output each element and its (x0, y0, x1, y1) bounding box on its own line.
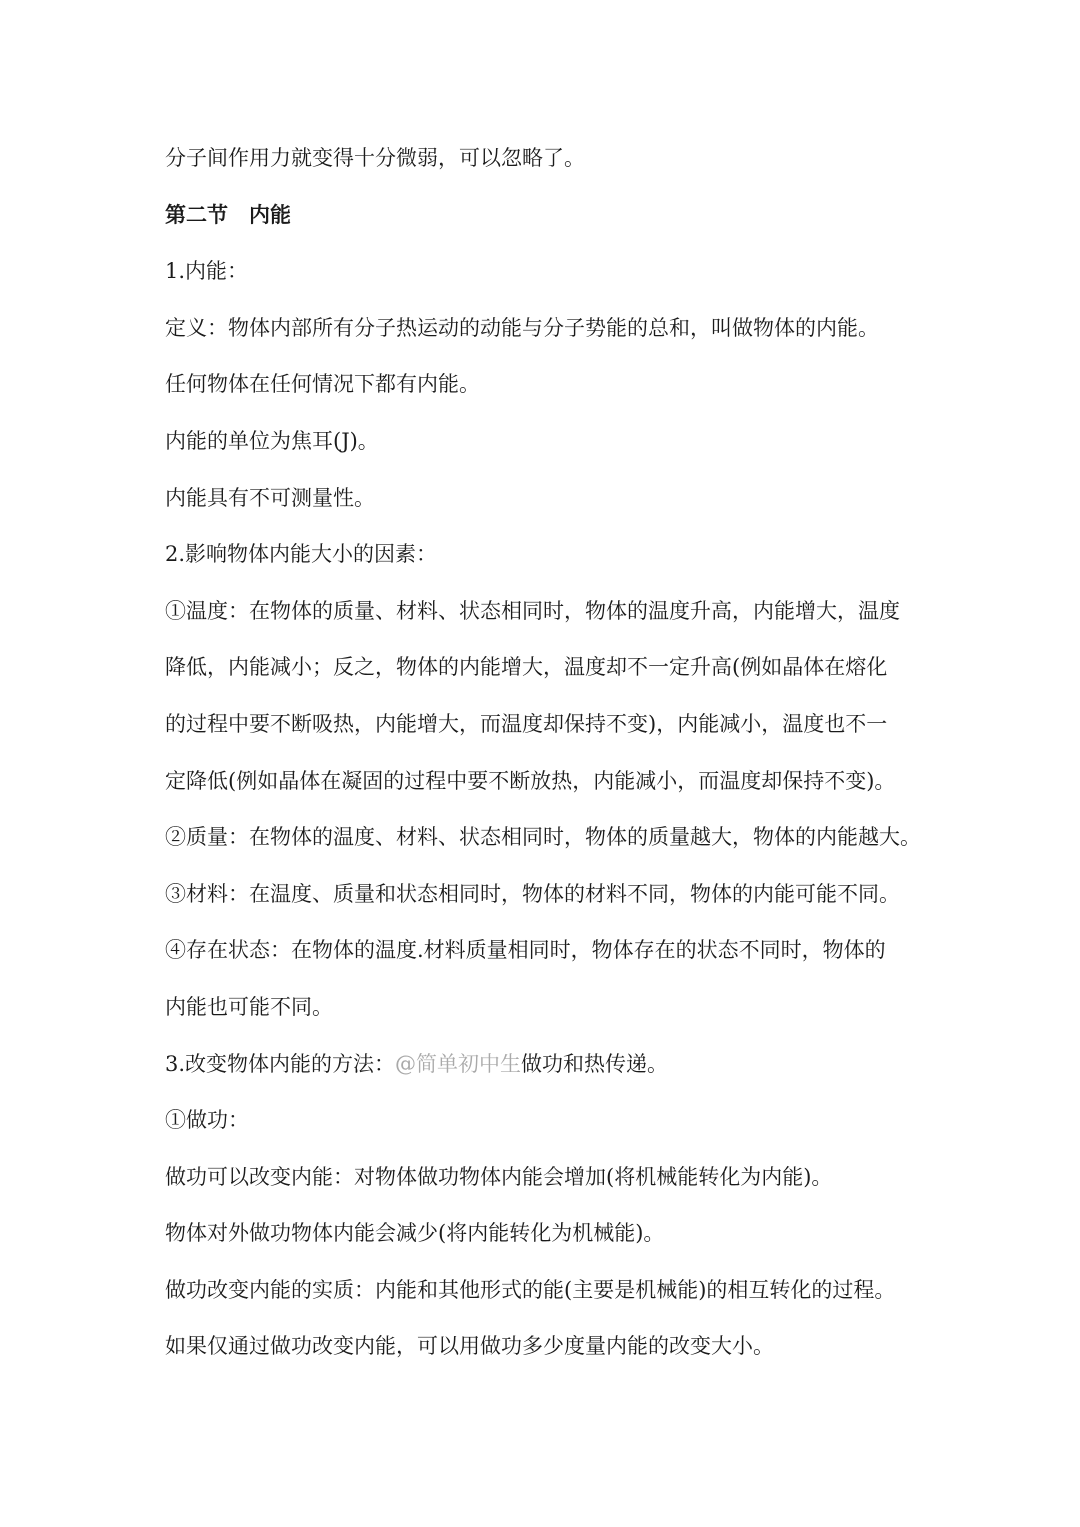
paragraph-line: 内能也可能不同。 (165, 994, 333, 1019)
method-prefix: 3.改变物体内能的方法： (165, 1051, 396, 1076)
paragraph-line: 定义：物体内部所有分子热运动的动能与分子势能的总和，叫做物体的内能。 (165, 315, 879, 340)
paragraph-line: 做功可以改变内能：对物体做功物体内能会增加(将机械能转化为内能)。 (165, 1164, 833, 1189)
paragraph-line: 分子间作用力就变得十分微弱，可以忽略了。 (165, 146, 585, 170)
document-page (165, 130, 945, 1375)
paragraph-line: ③材料：在温度、质量和状态相同时，物体的材料不同，物体的内能可能不同。 (165, 881, 900, 906)
paragraph-line: 做功改变内能的实质：内能和其他形式的能(主要是机械能)的相互转化的过程。 (165, 1277, 896, 1302)
paragraph-line: 的过程中要不断吸热，内能增大，而温度却保持不变)，内能减小，温度也不一 (165, 711, 888, 736)
paragraph-line: ①做功： (165, 1108, 249, 1133)
paragraph-line: 如果仅通过做功改变内能，可以用做功多少度量内能的改变大小。 (165, 1334, 774, 1359)
paragraph-line: ④存在状态：在物体的温度.材料质量相同时，物体存在的状态不同时，物体的 (165, 938, 886, 963)
method-suffix: 做功和热传递。 (521, 1051, 669, 1076)
paragraph-line: 降低，内能减小；反之，物体的内能增大，温度却不一定升高(例如晶体在熔化 (165, 655, 888, 680)
paragraph-line: 内能的单位为焦耳(J)。 (165, 428, 379, 453)
paragraph-line: 内能具有不可测量性。 (165, 485, 375, 510)
section-heading: 第二节 内能 (165, 201, 291, 227)
paragraph-line: 定降低(例如晶体在凝固的过程中要不断放热，内能减小，而温度却保持不变)。 (165, 768, 896, 793)
paragraph-line: 任何物体在任何情况下都有内能。 (165, 372, 480, 397)
subsection-title: 1.内能： (165, 259, 249, 284)
paragraph-line: ②质量：在物体的温度、材料、状态相同时，物体的质量越大，物体的内能越大。 (165, 825, 921, 850)
watermark-text: @简单初中生 (395, 1051, 522, 1076)
subsection-title: 2.影响物体内能大小的因素： (165, 542, 438, 567)
paragraph-line: ①温度：在物体的质量、材料、状态相同时，物体的温度升高，内能增大，温度 (165, 598, 900, 623)
paragraph-line: 物体对外做功物体内能会减少(将内能转化为机械能)。 (165, 1221, 665, 1246)
subsection-title-method (165, 1036, 945, 1093)
